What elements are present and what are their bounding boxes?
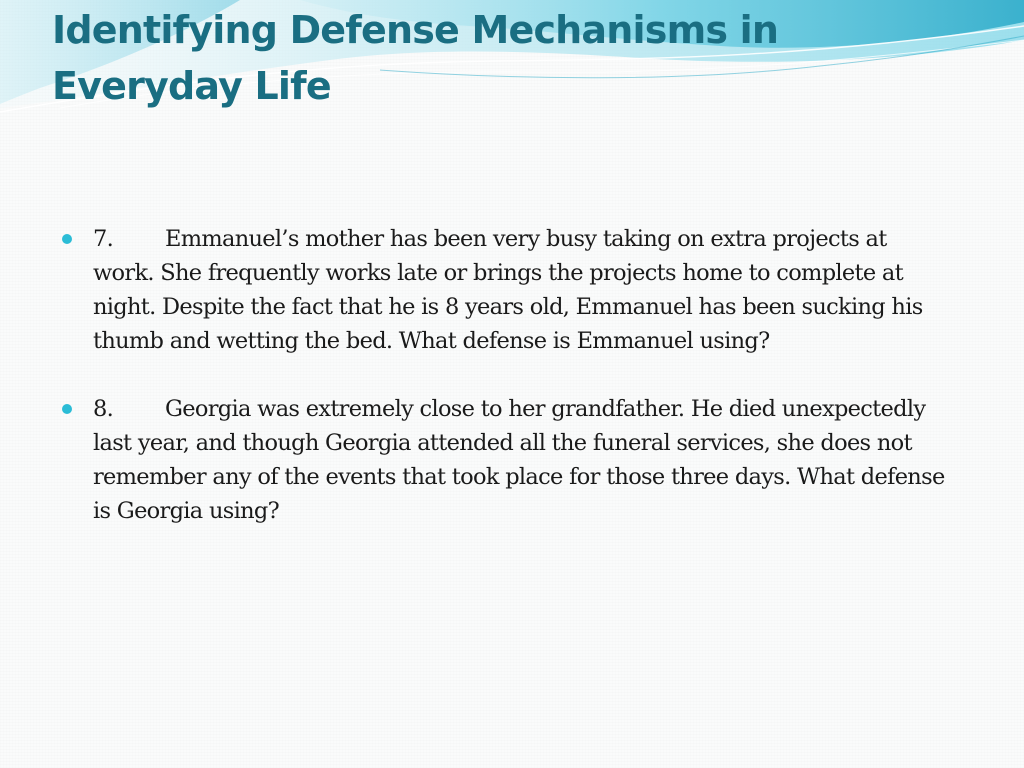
- bullet-dot-icon: [62, 404, 72, 414]
- item-number: 7.: [93, 226, 114, 252]
- item-text: [93, 392, 952, 528]
- item-body: Georgia was extremely close to her grandfather. He died unexpectedly last year, and though Georgia attended all the funeral services, she does not remember any of the events that took place for those three days. What defense is Georgia using?: [93, 396, 945, 524]
- list-item: [62, 222, 952, 358]
- item-body: Emmanuel’s mother has been very busy taking on extra projects at work. She frequently works late or brings the projects home to complete at night. Despite the fact that he is 8 years old, Emmanuel has been sucking his thumb and wetting the bed. What defense is Emmanuel using?: [93, 226, 923, 354]
- slide-title: Identifying Defense Mechanisms in Everyday Life: [52, 8, 779, 108]
- list-item: [62, 392, 952, 528]
- bullet-list: [62, 222, 952, 562]
- bullet-dot-icon: [62, 234, 72, 244]
- item-text: [93, 222, 952, 358]
- item-number: 8.: [93, 396, 114, 422]
